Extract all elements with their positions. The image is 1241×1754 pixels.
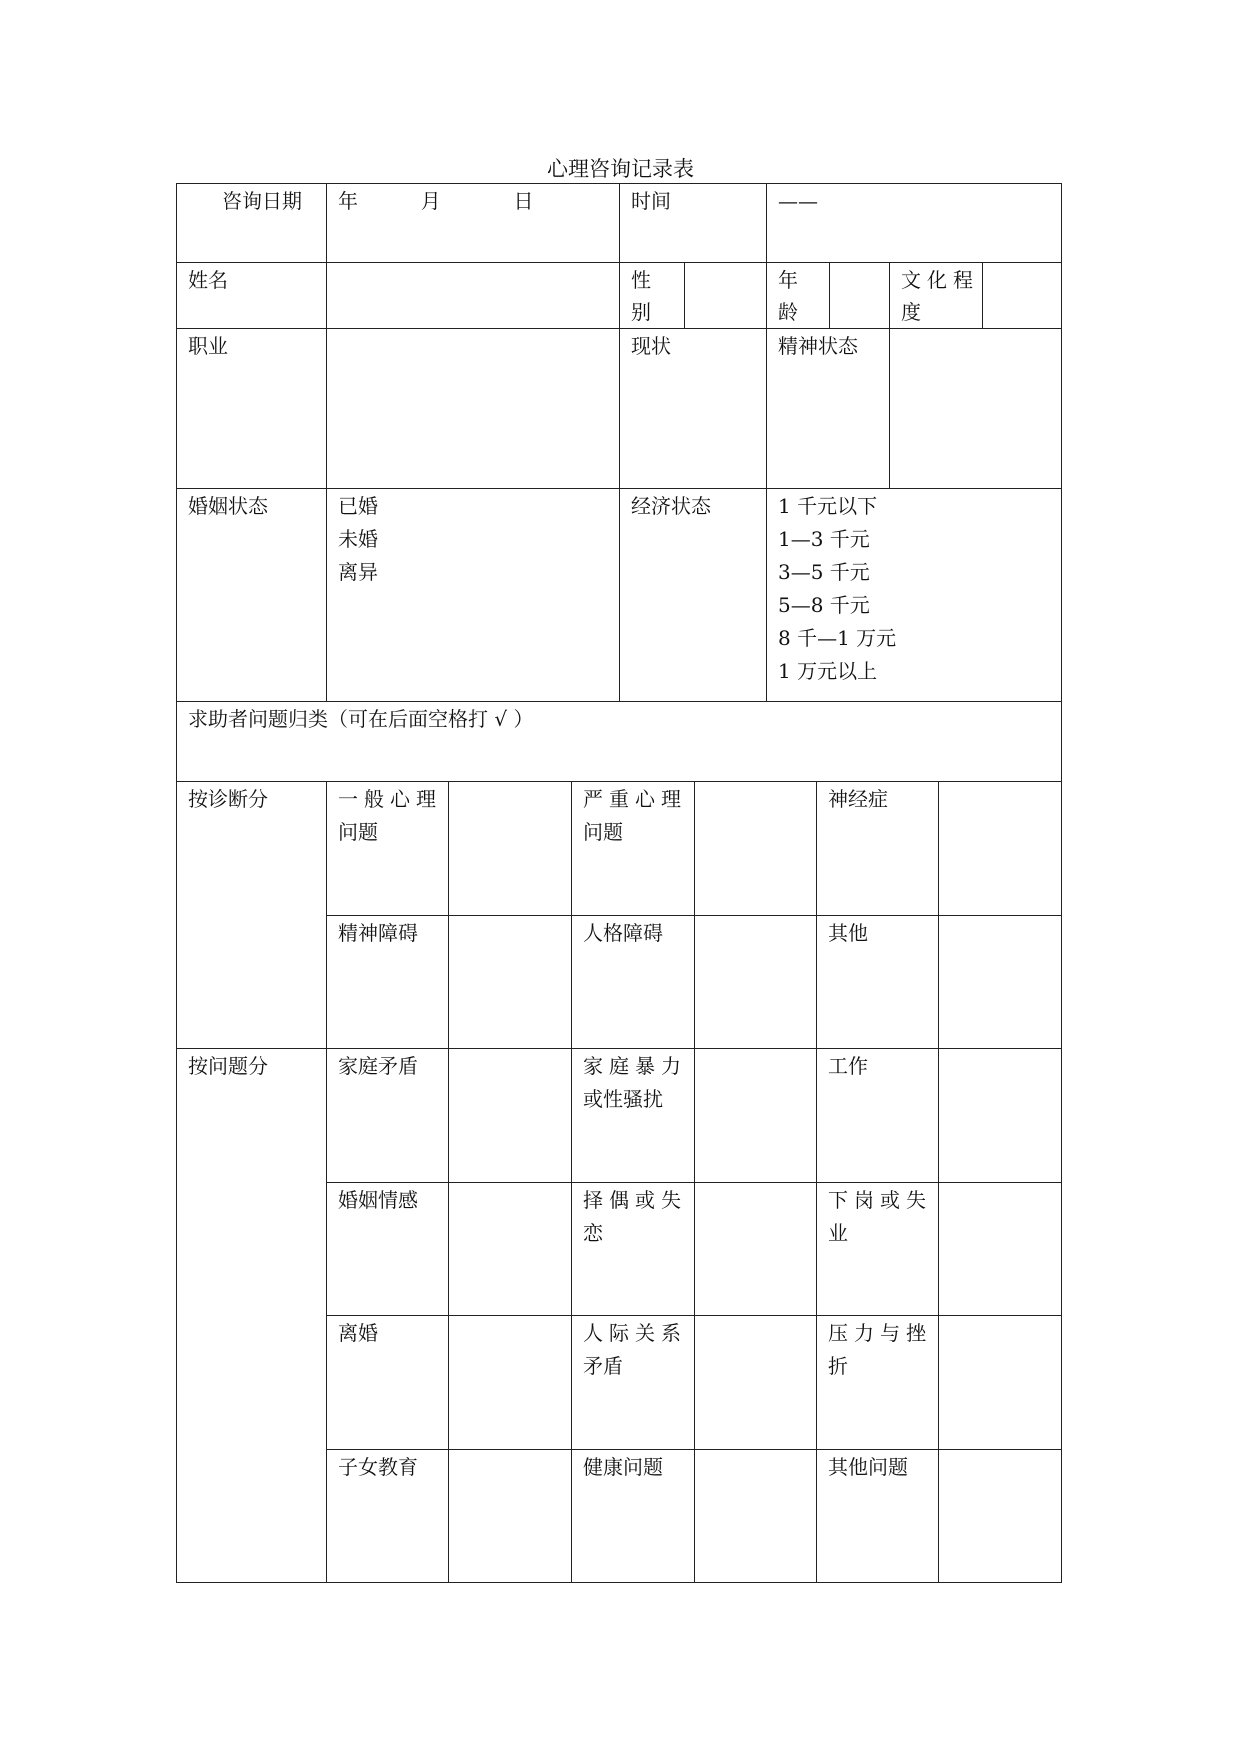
- problem-check-cell[interactable]: [938, 1182, 1061, 1315]
- marital-option[interactable]: 已婚: [338, 494, 378, 518]
- date-year-label: 年: [338, 189, 358, 213]
- time-label: 时间: [631, 189, 671, 213]
- gender-field[interactable]: [684, 262, 766, 328]
- problem-check-cell[interactable]: [694, 1449, 816, 1582]
- education-label: 文化程 度: [901, 268, 979, 324]
- problem-check-cell[interactable]: [448, 1449, 571, 1582]
- economic-option[interactable]: 8 千—1 万元: [778, 626, 897, 650]
- economic-option[interactable]: 1—3 千元: [778, 527, 870, 551]
- problem-check-cell[interactable]: [448, 1315, 571, 1449]
- diagnosis-category-label: 人格障碍: [583, 921, 663, 945]
- diagnosis-category-label: 精神障碍: [338, 921, 418, 945]
- problem-category-label: 家庭矛盾: [338, 1054, 418, 1078]
- problem-category-label: 健康问题: [583, 1455, 663, 1479]
- marital-options: [326, 488, 378, 589]
- gender-label: 性 别: [631, 268, 651, 324]
- economic-option[interactable]: 5—8 千元: [778, 593, 870, 617]
- diagnosis-category-label: 一般心理 问题: [338, 787, 442, 844]
- problem-category-label: 择偶或失 恋: [583, 1188, 687, 1245]
- diagnosis-label: 按诊断分: [188, 787, 268, 811]
- diagnosis-category-label: 其他: [828, 921, 868, 945]
- diagnosis-check-cell[interactable]: [938, 915, 1061, 1048]
- problem-category-label: 离婚: [338, 1321, 378, 1345]
- problem-check-cell[interactable]: [938, 1315, 1061, 1449]
- diagnosis-check-cell[interactable]: [448, 781, 571, 915]
- age-label: 年 龄: [778, 268, 798, 324]
- marital-label: 婚姻状态: [188, 494, 268, 518]
- diagnosis-check-cell[interactable]: [694, 781, 816, 915]
- problem-category-label: 工作: [828, 1054, 868, 1078]
- problem-category-label: 家庭暴力 或性骚扰: [583, 1054, 687, 1111]
- date-month-label: 月: [420, 189, 441, 213]
- diagnosis-category-label: 神经症: [828, 787, 888, 811]
- time-value: ——: [778, 189, 818, 213]
- occupation-label: 职业: [188, 334, 228, 358]
- economic-options: [766, 488, 896, 688]
- economic-option[interactable]: 3—5 千元: [778, 560, 870, 584]
- marital-option[interactable]: 未婚: [338, 527, 378, 551]
- problem-category-label: 婚姻情感: [338, 1188, 418, 1212]
- education-field[interactable]: [982, 262, 1061, 328]
- problem-category-label: 下岗或失 业: [828, 1188, 932, 1245]
- diagnosis-check-cell[interactable]: [448, 915, 571, 1048]
- problem-category-label: 人际关系 矛盾: [583, 1321, 687, 1378]
- name-field[interactable]: [326, 262, 618, 328]
- problem-check-cell[interactable]: [448, 1182, 571, 1315]
- age-field[interactable]: [829, 262, 889, 328]
- time-field[interactable]: [766, 183, 1060, 261]
- problem-check-cell[interactable]: [694, 1315, 816, 1449]
- mental-label: 精神状态: [778, 334, 858, 358]
- problem-category-label: 其他问题: [828, 1455, 908, 1479]
- economic-option[interactable]: 1 千元以下: [778, 494, 878, 518]
- problem-check-cell[interactable]: [448, 1048, 571, 1182]
- date-label: 咨询日期: [222, 189, 302, 213]
- marital-option[interactable]: 离异: [338, 560, 378, 584]
- economic-label: 经济状态: [631, 494, 711, 518]
- date-day-label: 日: [513, 189, 534, 213]
- diagnosis-category-label: 严重心理 问题: [583, 787, 687, 844]
- problem-category-label: 子女教育: [338, 1455, 418, 1479]
- classification-heading: 求助者问题归类（可在后面空格打 √ ）: [188, 707, 534, 731]
- problem-check-cell[interactable]: [938, 1048, 1061, 1182]
- problem-category-label: 压力与挫 折: [828, 1321, 932, 1378]
- name-label: 姓名: [188, 268, 228, 292]
- form-title: 心理咨询记录表: [547, 157, 694, 181]
- diagnosis-check-cell[interactable]: [938, 781, 1061, 915]
- problem-check-cell[interactable]: [694, 1182, 816, 1315]
- economic-option[interactable]: 1 万元以上: [778, 659, 878, 683]
- mental-field[interactable]: [889, 328, 1061, 488]
- problem-check-cell[interactable]: [938, 1449, 1061, 1582]
- date-field[interactable]: [326, 183, 616, 218]
- occupation-field[interactable]: [326, 328, 618, 488]
- problem-label: 按问题分: [188, 1054, 268, 1078]
- status-label: 现状: [631, 334, 671, 358]
- diagnosis-check-cell[interactable]: [694, 915, 816, 1048]
- problem-check-cell[interactable]: [694, 1048, 816, 1182]
